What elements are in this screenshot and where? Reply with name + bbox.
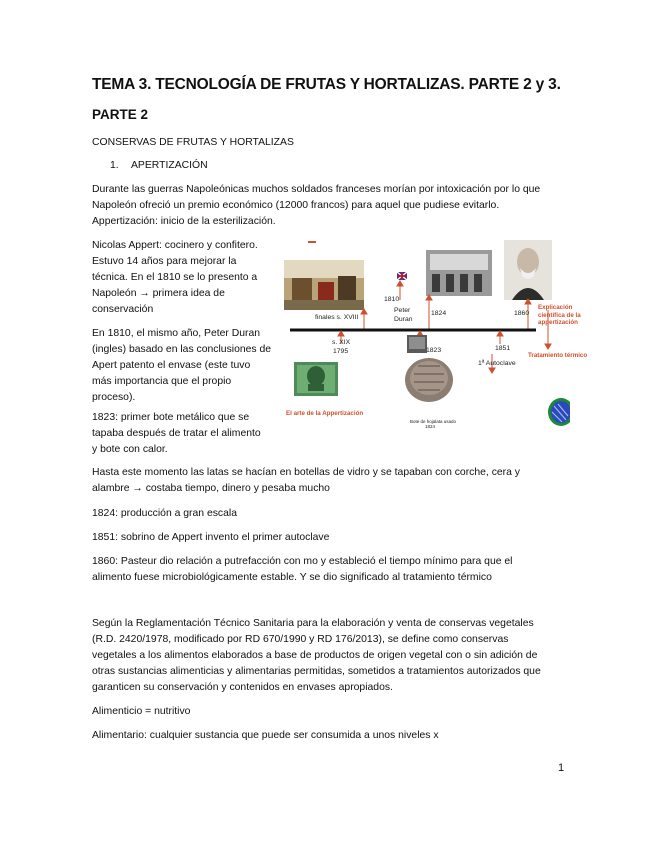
text-line: Apert patento el envase (este tuvo (92, 360, 251, 371)
bacteria-image (548, 398, 570, 426)
text-line: Estuvo 14 años para mejorar la (92, 256, 237, 267)
text-line: Durante las guerras Napoleónicas muchos soldados franceses morían por intoxicación por lo que (92, 184, 541, 195)
text-line: Hasta este momento las latas se hacían en botellas de vidro y se tapaban con corche, cera y (92, 467, 520, 478)
paragraph-1824: 1824: producción a gran escala (92, 508, 237, 519)
label-1824: 1824 (431, 310, 447, 317)
list-item-number: 1. (110, 160, 119, 171)
label-1795: 1795 (333, 348, 349, 355)
text-line: alimento fuese microbiológicamente estable. Y se dio significado al tratamiento térmico (92, 572, 492, 583)
text-line: Napoleón → primera idea de (92, 288, 225, 299)
text-line: técnica. En el 1810 se lo presento a (92, 272, 258, 283)
label-1823: 1823 (426, 347, 442, 354)
text-line: Según la Reglamentación Técnico Sanitaria para la elaboración y venta de conservas vegetales (92, 618, 534, 629)
label-sxix: s. XIX (332, 339, 351, 346)
autoclave-image (407, 335, 427, 353)
label-1851: 1851 (495, 345, 511, 352)
text-line: (ingles) basado en las conclusiones de (92, 344, 272, 355)
text-line: Nicolas Appert: cocinero y confitero. (92, 240, 258, 251)
history-timeline-figure (280, 238, 588, 438)
label-peter: Peter (394, 307, 411, 314)
timeline-graphic (280, 238, 573, 438)
label-finales: finales s. XVIII (315, 314, 359, 321)
text-line: Appertización: inicio de la esterilización. (92, 216, 276, 227)
tin-can-image (405, 358, 453, 402)
text-line: En 1810, el mismo año, Peter Duran (92, 328, 261, 339)
text-line: tapaba después de tratar el alimento (92, 428, 261, 439)
text-line: Napoleón ofreció un premio económico (12000 francos) para aquel que pudiese evitarlo. (92, 200, 500, 211)
document-title: TEMA 3. TECNOLOGÍA DE FRUTAS Y HORTALIZAS. PARTE 2 y 3. (92, 76, 561, 93)
text-line: conservación (92, 304, 154, 315)
label-autoclave: 1ª Autoclave (478, 360, 516, 367)
label-explicacion-3: appertización (538, 319, 578, 326)
pasteur-portrait-image (504, 240, 552, 300)
definition-alimentario: Alimentario: cualquier sustancia que puede ser consumida a unos niveles x (92, 730, 439, 741)
section-heading: CONSERVAS DE FRUTAS Y HORTALIZAS (92, 137, 294, 148)
red-mark (308, 241, 316, 243)
list-item-label: APERTIZACIÓN (131, 160, 208, 171)
label-bote-caption-2: 1824 (425, 424, 436, 429)
factory-photo-image (426, 250, 492, 296)
label-1810: 1810 (384, 296, 400, 303)
text-line: (R.D. 2420/1978, modificado por RD 670/1990 y RD 176/2013), se define como conservas (92, 634, 509, 645)
appert-stamp-image (294, 362, 338, 396)
text-line: más importancia que el propio (92, 376, 232, 387)
label-arte: El arte de la Appertización (286, 410, 364, 417)
paragraph-1851: 1851: sobrino de Appert invento el primer autoclave (92, 532, 330, 543)
text-line: y bote con calor. (92, 444, 168, 455)
label-explicacion-1: Explicación (538, 304, 573, 311)
label-1860: 1860 (514, 310, 530, 317)
uk-flag-icon (397, 272, 407, 280)
battle-painting-image (284, 260, 364, 310)
part-heading: PARTE 2 (92, 107, 149, 122)
label-bote-caption-1: Bote de hojalata usado (410, 419, 457, 424)
text-line: 1823: primer bote metálico que se (92, 412, 250, 423)
text-line: otras sustancias alimenticias y alimentarias permitidas, sometidos a tratamientos autorizados que (92, 666, 541, 677)
label-explicacion-2: científica de la (538, 311, 581, 319)
label-tratamiento: Tratamiento térmico (528, 352, 588, 359)
definition-alimenticio: Alimenticio = nutritivo (92, 706, 191, 717)
text-line: 1860: Pasteur dio relación a putrefacción con mo y estableció el tiempo mínimo para que el (92, 556, 513, 567)
text-line: proceso). (92, 392, 136, 403)
text-line: garanticen su conservación y contenidos en envases apropiados. (92, 682, 393, 693)
label-duran: Duran (394, 316, 413, 323)
text-line: alambre → costaba tiempo, dinero y pesaba mucho (92, 483, 330, 494)
text-line: vegetales a los alimentos elaborados a base de productos de origen vegetal con o sin adición de (92, 650, 538, 661)
page-number: 1 (558, 762, 565, 774)
